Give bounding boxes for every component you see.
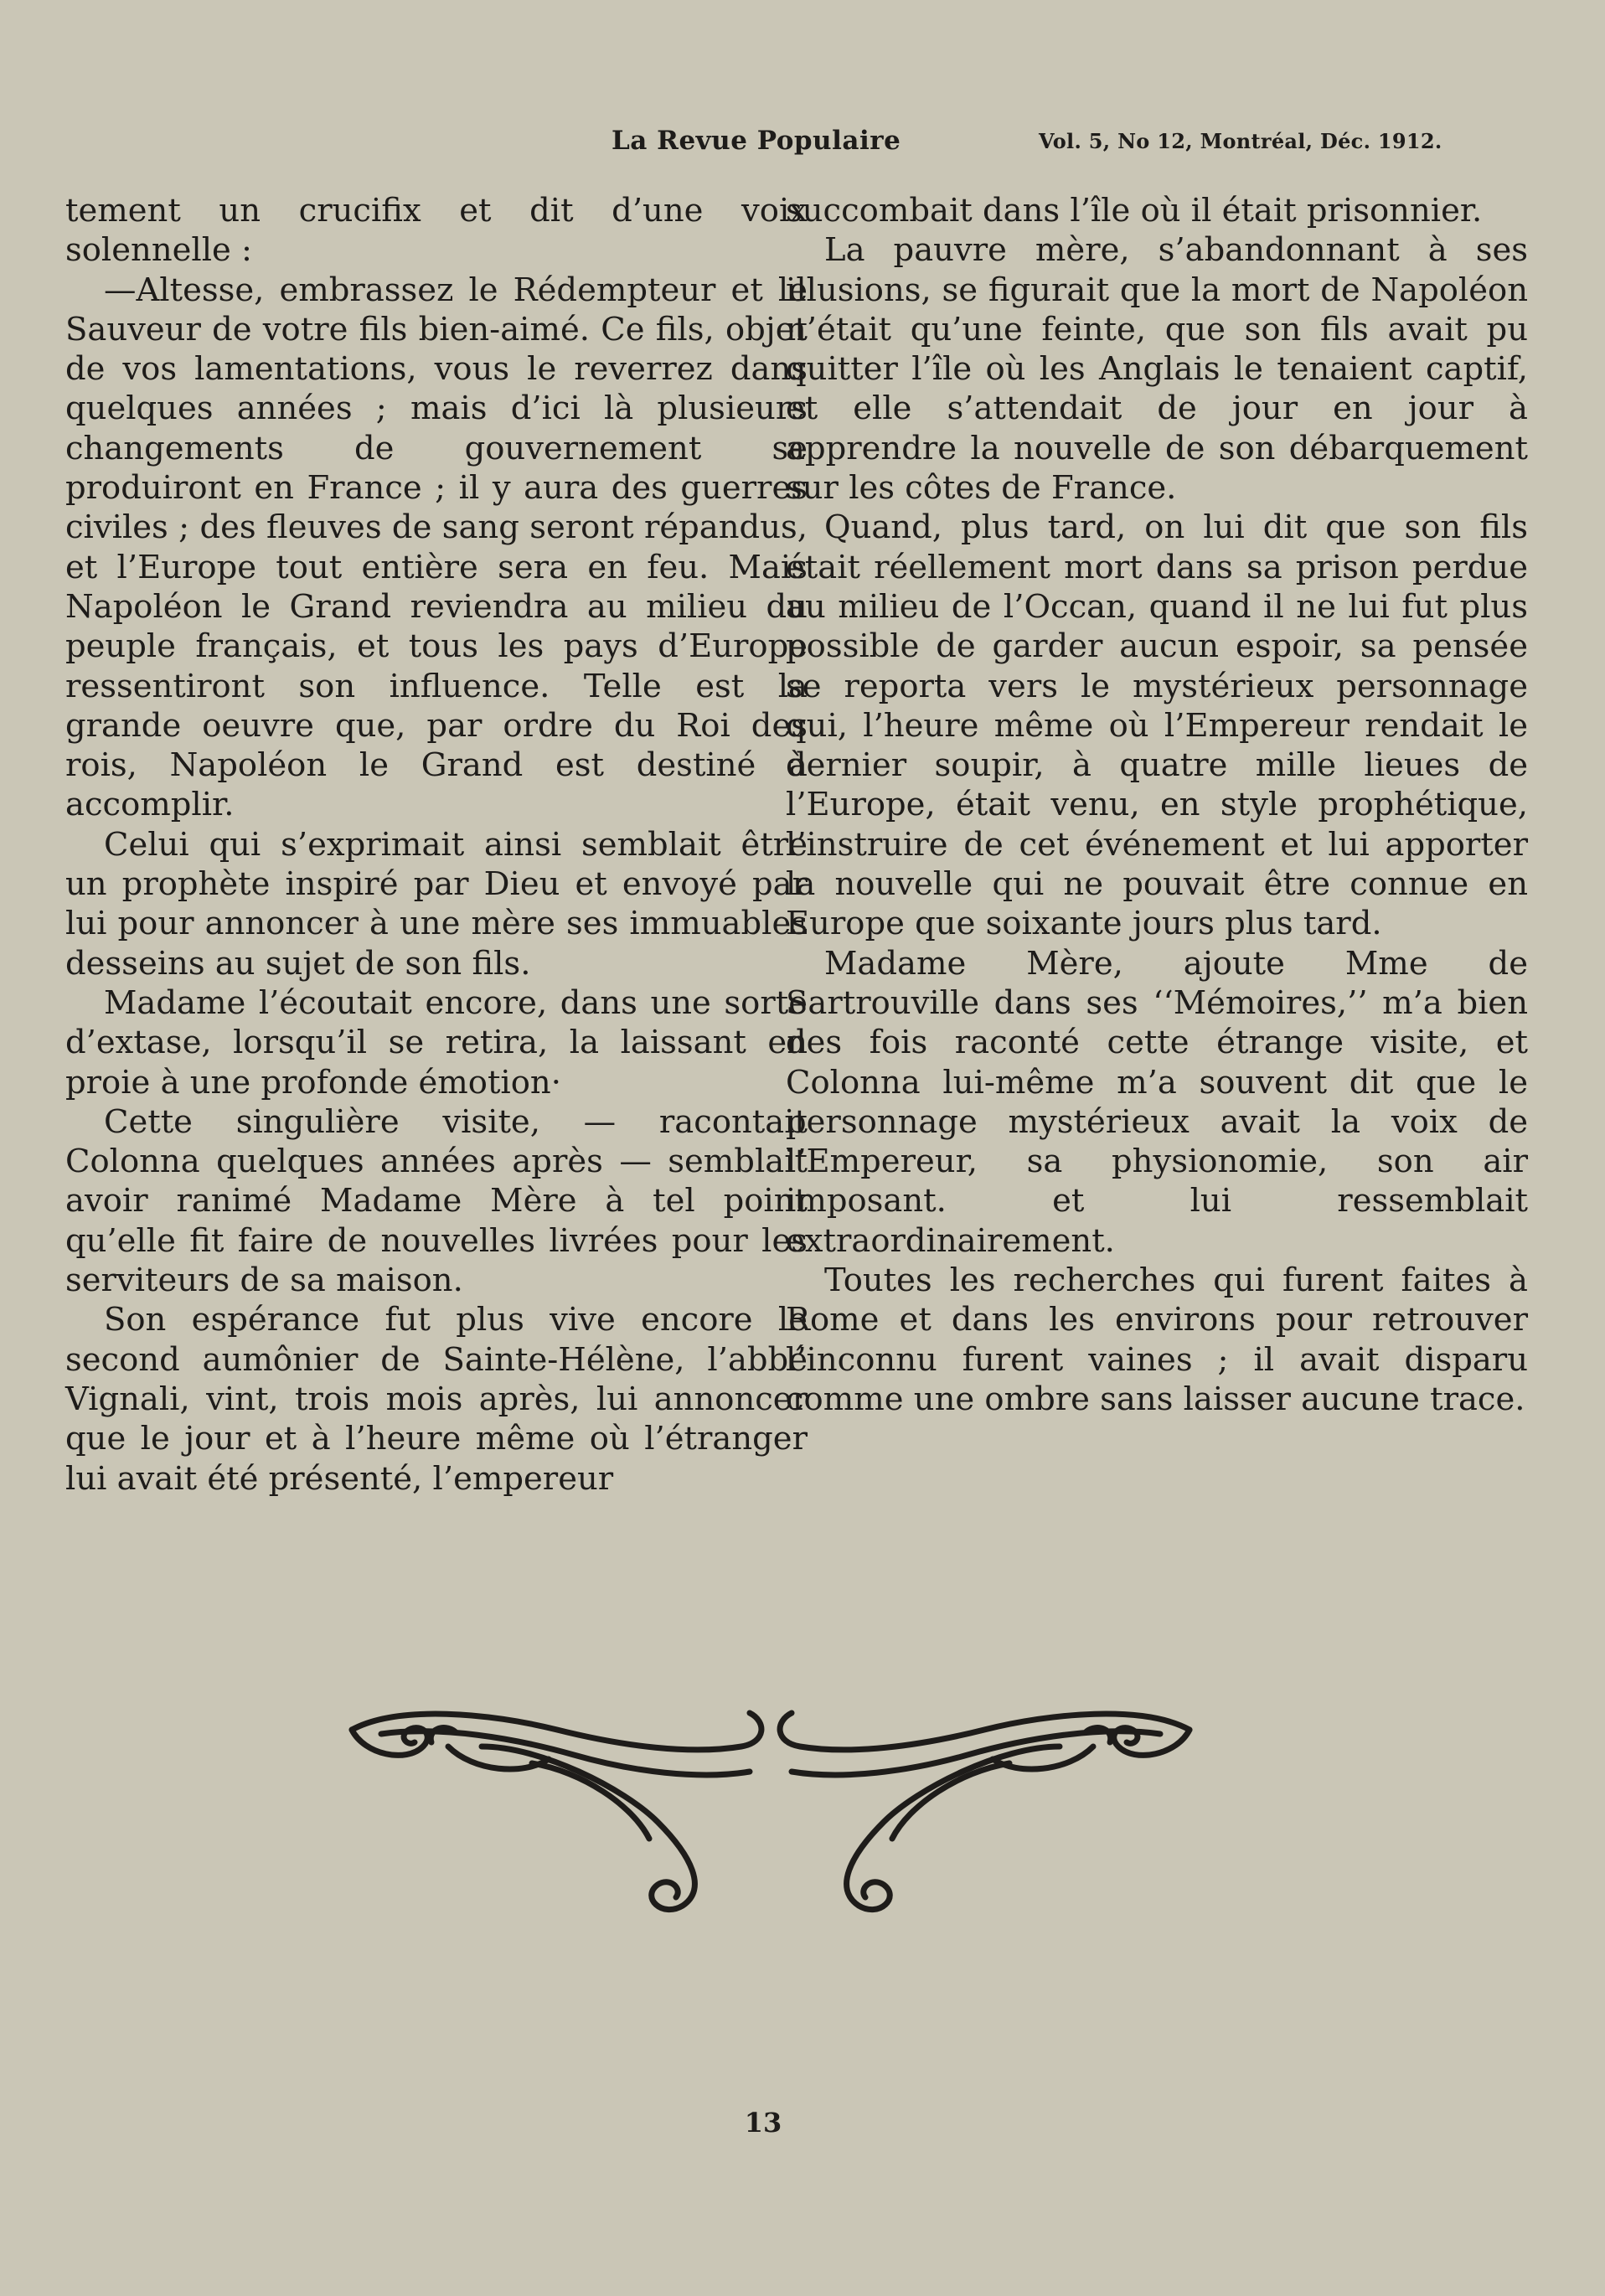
magazine-title: La Revue Populaire	[612, 126, 901, 156]
paragraph: —Altesse, embrassez le Rédempteur et le Sauveur de votre fils bien-aimé. Ce fils, objet de vos lamentations, vous le reverrez dans quelques années ; mais d’ici là plusieurs changements de gouvernement se produiront en France ; il y aura des guerres civiles ; des fleuves de sang seront répandus, et l’Europe tout entière sera en feu. Mais Napoléon le Grand reviendra au milieu du peuple français, et tous les pays d’Europe ressentiront son influence. Telle est la grande oeuvre que, par ordre du Roi des rois, Napoléon le Grand est destiné à accomplir.	[65, 271, 808, 824]
issue-info: Vol. 5, No 12, Montréal, Déc. 1912.	[1039, 129, 1442, 153]
left-column	[65, 191, 808, 1499]
paragraph: Celui qui s’exprimait ainsi semblait être un prophète inspiré par Dieu et envoyé par lui pour annoncer à une mère ses immuables desseins au sujet de son fils.	[65, 825, 808, 983]
paragraph: succombait dans l’île où il était prisonnier.	[786, 192, 1483, 230]
paragraph: Son espérance fut plus vive encore le second aumônier de Sainte-Hélène, l’abbé Vignali, vint, trois mois après, lui annoncer que le jour et à l’heure même où l’étranger lui avait été présenté, l’empereur	[65, 1301, 808, 1498]
paragraph: Toutes les recherches qui furent faites à Rome et dans les environs pour retrouver l’inconnu furent vaines ; il avait disparu comme une ombre sans laisser aucune trace.	[786, 1262, 1528, 1418]
paragraph: tement un crucifix et dit d’une voix solennelle :	[65, 192, 808, 270]
decorative-ornament-icon	[348, 1696, 1194, 1922]
paragraph: La pauvre mère, s’abandonnant à ses illusions, se figurait que la mort de Napoléon n’était qu’une feinte, que son fils avait pu quitter l’île où les Anglais le tenaient captif, et elle s’attendait de jour en jour à apprendre la nouvelle de son débarquement sur les côtes de France.	[786, 231, 1528, 508]
paragraph: Madame l’écoutait encore, dans une sorte d’extase, lorsqu’il se retira, la laissant en proie à une profonde émotion·	[65, 983, 808, 1102]
right-column	[786, 191, 1528, 1419]
paragraph: Madame Mère, ajoute Mme de Sartrouville dans ses ‘‘Mémoires,’’ m’a bien des fois raconté cette étrange visite, et Colonna lui-même m’a souvent dit que le personnage mystérieux avait la voix de l’Empereur, sa physionomie, son air imposant. et lui ressemblait extraordinairement.	[786, 944, 1528, 1260]
page-number: 13	[744, 2107, 782, 2139]
paragraph: Cette singulière visite, — racontait Colonna quelques années après — semblait avoir ranimé Madame Mère à tel point qu’elle fit faire de nouvelles livrées pour les serviteurs de sa maison.	[65, 1102, 808, 1300]
paragraph: Quand, plus tard, on lui dit que son fils était réellement mort dans sa prison perdue au milieu de l’Occan, quand il ne lui fut plus possible de garder aucun espoir, sa pensée se reporta vers le mystérieux personnage qui, l’heure même où l’Empereur rendait le dernier soupir, à quatre mille lieues de l’Europe, était venu, en style prophétique, l’instruire de cet événement et lui apporter la nouvelle qui ne pouvait être connue en Europe que soixante jours plus tard.	[786, 508, 1528, 943]
